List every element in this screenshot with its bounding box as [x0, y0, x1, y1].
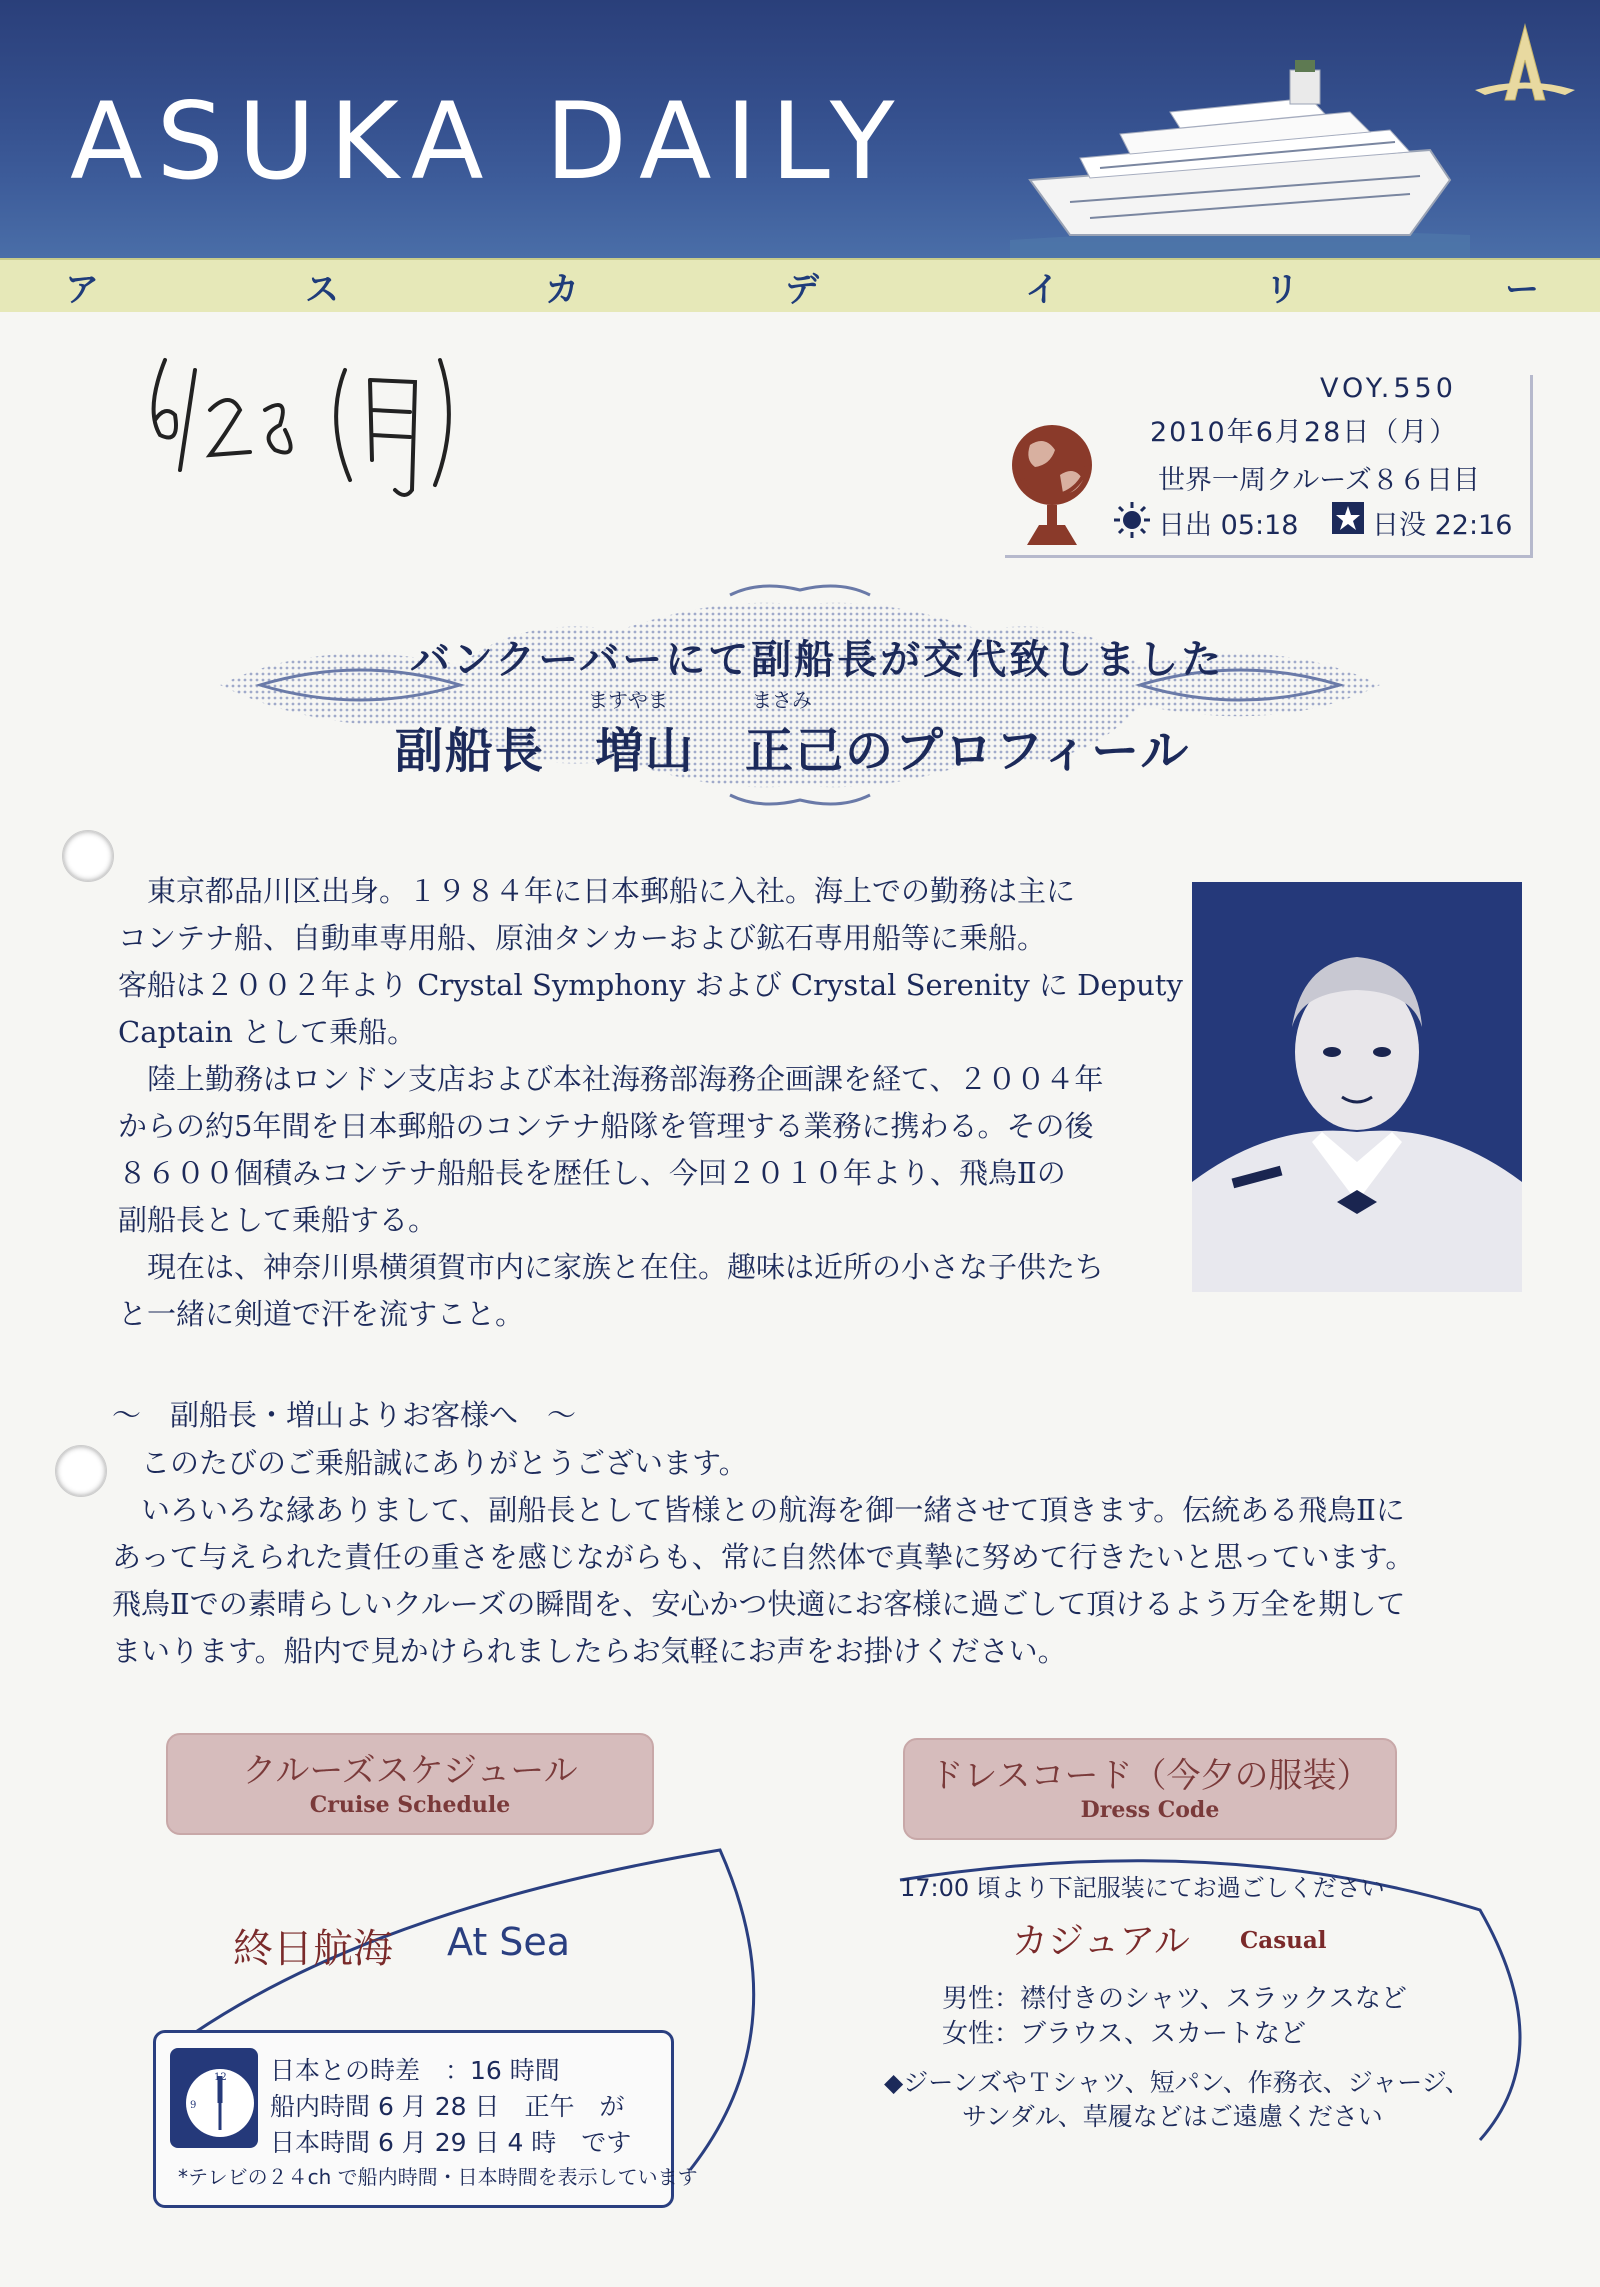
schedule-value-en: At Sea: [447, 1920, 571, 1964]
dress-code-note-line1: ◆ジーンズやＴシャツ、短パン、作務衣、ジャージ、: [884, 2068, 1470, 2097]
dress-code-intro: 17:00 頃より下記服装にてお過ごしください: [900, 1874, 1385, 1902]
cruise-schedule-label-en: Cruise Schedule: [309, 1792, 511, 1818]
sunset-time: 22:16: [1434, 510, 1513, 541]
svg-text:9: 9: [190, 2100, 197, 2111]
message-line: あって与えられた責任の重さを感じながらも、常に自然体で真摯に努めて行きたいと思っています。: [112, 1540, 1415, 1574]
headline-line1: バンクーバーにて副船長が交代致しました: [410, 636, 1225, 683]
profile-line: Captain として乗船。: [118, 1015, 417, 1049]
dress-code-label: [903, 1738, 1397, 1840]
profile-line: ８６００個積みコンテナ船船長を歴任し、今回２０１０年より、飛鳥Ⅱの: [118, 1156, 1066, 1190]
kana-de: デ: [785, 270, 819, 310]
headline-line2: 副船長 増山 正己のプロフィール: [395, 723, 1191, 779]
cruise-day: 世界一周クルーズ８６日目: [1158, 465, 1480, 496]
kana-dash: ー: [1505, 270, 1539, 310]
profile-line: 陸上勤務はロンドン支店および本社海務部海務企画課を経て、２００４年: [118, 1062, 1104, 1096]
dress-code-women: 女性：ブラウス、スカートなど: [942, 2019, 1307, 2049]
dress-code-men: 男性：襟付きのシャツ、スラックスなど: [942, 1984, 1407, 2014]
message-heading: ～ 副船長・増山よりお客様へ ～: [112, 1398, 577, 1432]
message-line: 飛鳥Ⅱでの素晴らしいクルーズの瞬間を、安心かつ快適にお客様に過ごして頂けるよう万全を期して: [112, 1587, 1406, 1621]
profile-line: コンテナ船、自動車専用船、原油タンカーおよび鉱石専用船等に乗船。: [118, 921, 1047, 955]
dress-code-label-jp: ドレスコード（今夕の服装）: [929, 1756, 1371, 1796]
globe-icon: [1005, 405, 1100, 550]
cruise-ship-illustration: [1010, 30, 1470, 260]
message-line: このたびのご乗船誠にありがとうございます。: [112, 1446, 748, 1480]
masthead-title: ASUKA DAILY: [70, 80, 909, 203]
dress-code-value-jp: カジュアル: [1012, 1921, 1190, 1962]
profile-line: 副船長として乗船する。: [118, 1203, 438, 1237]
asuka-logo-icon: [1470, 20, 1580, 120]
dress-code-value-en: Casual: [1240, 1927, 1327, 1954]
kana-a: ア: [65, 270, 99, 310]
message-line: まいります。船内で見かけられましたらお気軽にお声をお掛けください。: [112, 1634, 1067, 1668]
kana-i: イ: [1025, 270, 1059, 310]
sunrise-label: 日出: [1158, 510, 1212, 541]
message-line: いろいろな縁ありまして、副船長として皆様との航海を御一緒させて頂きます。伝統ある飛鳥Ⅱに: [112, 1493, 1405, 1527]
kana-ka: カ: [545, 270, 579, 310]
kana-ri: リ: [1265, 270, 1299, 310]
schedule-value-jp: 終日航海: [233, 1926, 393, 1972]
ruby-masami: まさみ: [752, 688, 812, 712]
time-diff-line3: 日本時間 6 月 29 日 4 時 です: [270, 2128, 632, 2157]
svg-text:12: 12: [214, 2072, 227, 2083]
kana-su: ス: [305, 270, 339, 310]
ruby-masuyama: ますやま: [588, 688, 668, 712]
voyage-number: VOY.550: [1320, 373, 1457, 404]
profile-line: からの約5年間を日本郵船のコンテナ船隊を管理する業務に携わる。その後: [118, 1109, 1094, 1143]
clock-icon: [170, 2048, 258, 2148]
punch-hole-top: [62, 830, 114, 882]
profile-line: と一緒に剣道で汗を流すこと。: [118, 1297, 525, 1331]
punch-hole-bottom: [55, 1445, 107, 1497]
cruise-schedule-label-jp: クルーズスケジュール: [242, 1751, 578, 1791]
sunset-icon: [1330, 500, 1366, 536]
profile-line: 客船は２００２年より Crystal Symphony および Crystal Serenity に Deputy: [118, 968, 1183, 1002]
profile-line: 東京都品川区出身。１９８４年に日本郵船に入社。海上での勤務は主に: [118, 874, 1076, 908]
time-diff-line2: 船内時間 6 月 28 日 正午 が: [270, 2092, 625, 2121]
dress-code-note-line2: サンダル、草履などはご遠慮ください: [962, 2102, 1383, 2131]
profile-line: 現在は、神奈川県横須賀市内に家族と在住。趣味は近所の小さな子供たち: [118, 1250, 1105, 1284]
handwritten-date: [140, 340, 470, 520]
sun-icon: [1112, 500, 1152, 540]
tv-channel-note: *テレビの２４ch で船内時間・日本時間を表示しています: [178, 2165, 698, 2189]
cruise-schedule-label: [166, 1733, 654, 1835]
deputy-captain-portrait: [1192, 882, 1522, 1292]
voyage-date: 2010年6月28日（月）: [1150, 417, 1459, 448]
dress-code-label-en: Dress Code: [1080, 1797, 1220, 1823]
sunrise-time: 05:18: [1220, 510, 1299, 541]
time-diff-line1: 日本との時差 ：16 時間: [270, 2056, 560, 2085]
sunset-label: 日没: [1372, 510, 1426, 541]
